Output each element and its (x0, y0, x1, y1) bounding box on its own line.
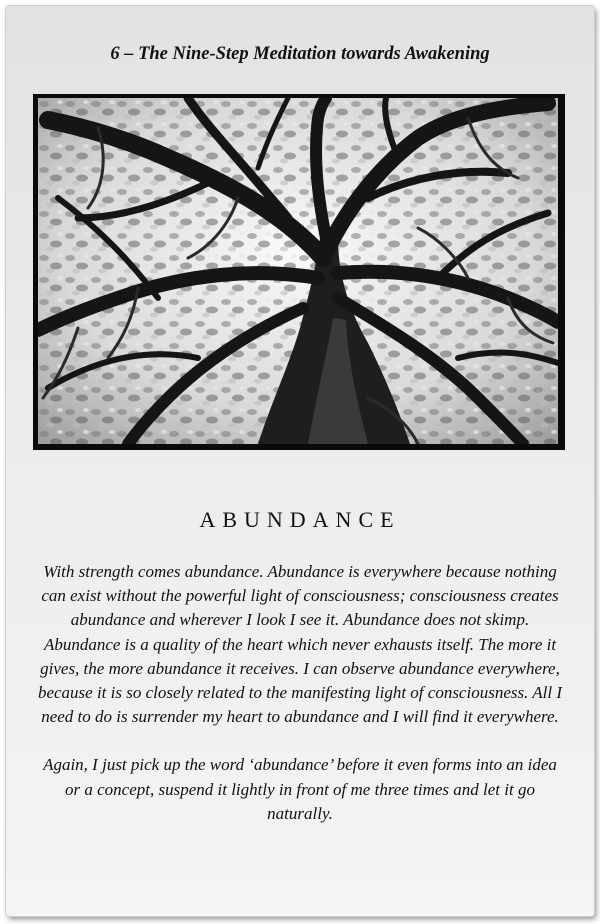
chapter-heading: 6 – The Nine-Step Meditation towards Awakening (110, 44, 490, 64)
paragraph-2: Again, I just pick up the word ‘abundance’ before it even forms into an idea or a concept, suspend it lightly in front of me three times and let it go naturally. (43, 755, 557, 823)
section-title: ABUNDANCE (199, 507, 401, 532)
tree-canopy-photo-icon (38, 98, 558, 444)
body-text (36, 560, 564, 850)
photo-frame (33, 94, 565, 450)
paragraph-1: With strength comes abundance. Abundance is everywhere because nothing can exist without the powerful light of consciousness; consciousness creates abundance and wherever I look I see it. Abundance does not skimp. Abundance is a quality of the heart which never exhausts itself. The more it gives, the more abundance it receives. I can observe abundance everywhere, because it is so closely related to the manifesting light of consciousness. All I need to do is surrender my heart to abundance and I will find it everywhere. (37, 562, 563, 727)
